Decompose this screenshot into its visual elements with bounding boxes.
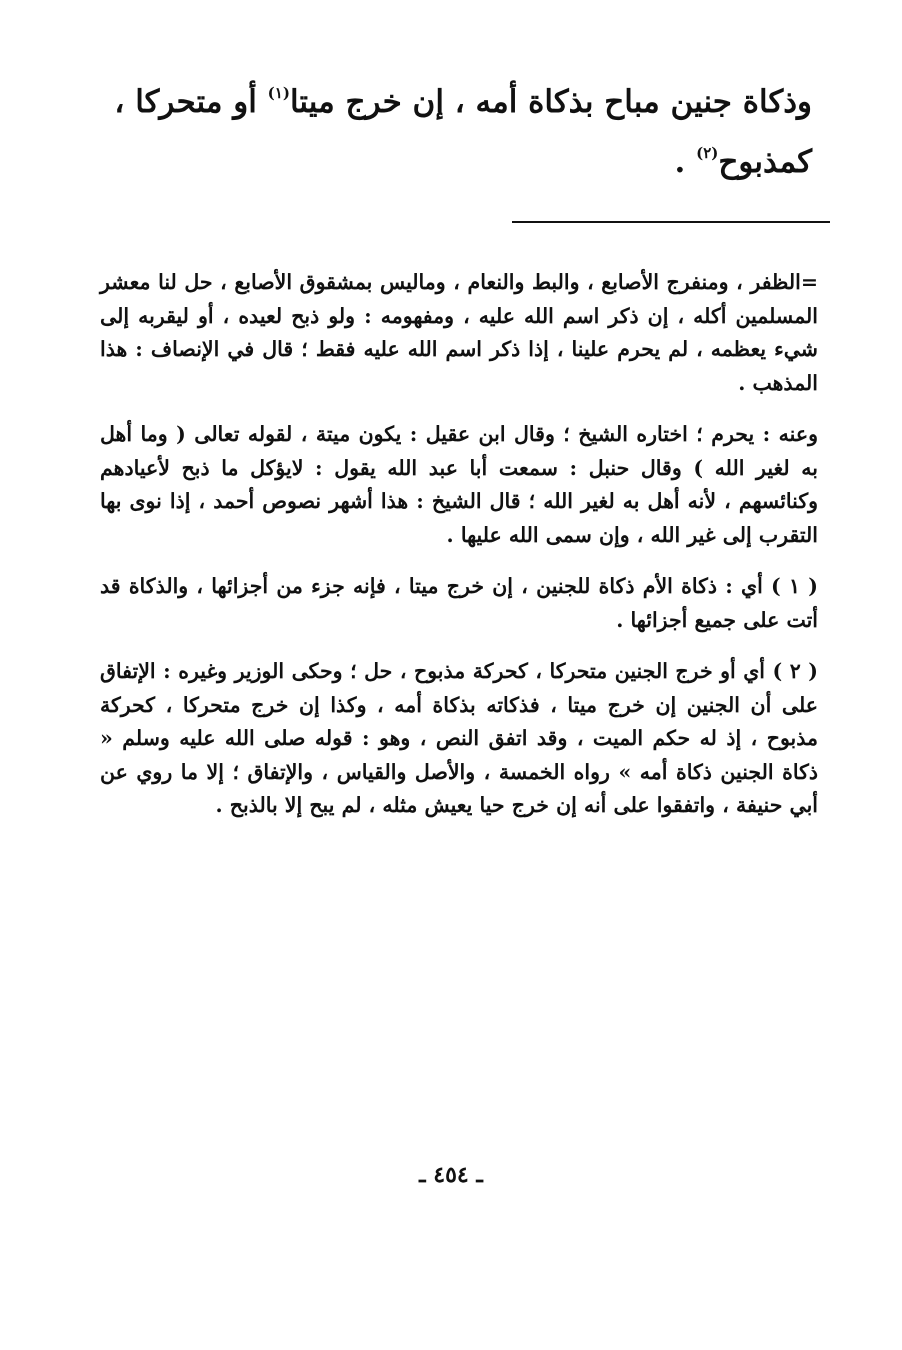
- main-text-part-1: وذكاة جنين مباح بذكاة أمه ، إن خرج ميتا: [289, 84, 812, 120]
- footnotes: [100, 266, 818, 841]
- footnote-paragraph: وعنه : يحرم ؛ اختاره الشيخ ؛ وقال ابن عقيل : يكون ميتة ، لقوله تعالى ( وما أهل به لغير الله ) وقال حنبل : سمعت أبا عبد الله يقول : لايؤكل ما ذبح لأعيادهم وكنائسهم ، لأنه أهل به لغير الله ؛ قال الشيخ : هذا أشهر نصوص أحمد ، إذا نوى بها التقرب إلى غير الله ، وإن سمى الله عليها .: [100, 422, 818, 547]
- footnote-continuation: =الظفر ، ومنفرج الأصابع ، والبط والنعام ، وماليس بمشقوق الأصابع ، حل لنا معشر المسلمين أكله ، إن ذكر اسم الله عليه ، ومفهومه : ولو ذبح لعيده ، أو ليقربه إلى شيء يعظمه ، لم يحرم علينا ، إذا ذكر اسم الله عليه فقط ؛ قال في الإنصاف : هذا المذهب .: [100, 270, 818, 395]
- main-text: [100, 72, 812, 192]
- footnote-1: ( ١ ) أي : ذكاة الأم ذكاة للجنين ، إن خرج ميتا ، فإنه جزء من أجزائها ، والذكاة قد أتت على جميع أجزائها .: [100, 574, 819, 632]
- footnote-ref-1: (١): [267, 84, 290, 102]
- main-text-part-3: .: [674, 144, 697, 180]
- footnote-divider: [512, 221, 830, 223]
- main-text-part-2: أو متحركا ، كمذبوح: [114, 84, 812, 180]
- page-number: ـ ٤٥٤ ـ: [419, 1162, 483, 1188]
- footnote-ref-2: (٢): [696, 144, 719, 162]
- footnote-2: ( ٢ ) أي أو خرج الجنين متحركا ، كحركة مذبوح ، حل ؛ وحكى الوزير وغيره : الإتفاق على أن الجنين إن خرج ميتا ، فذكاته بذكاة أمه ، وكذا إن خرج متحركا ، كحركة مذبوح ، إذ له حكم الميت ، وقد اتفق النص ، وهو : قوله صلى الله عليه وسلم « ذكاة الجنين ذكاة أمه » رواه الخمسة ، والأصل والقياس ، والإتفاق ؛ إلا ما روي عن أبي حنيفة ، واتفقوا على أنه إن خرج حيا يعيش مثله ، لم يبح إلا بالذبح .: [100, 659, 819, 817]
